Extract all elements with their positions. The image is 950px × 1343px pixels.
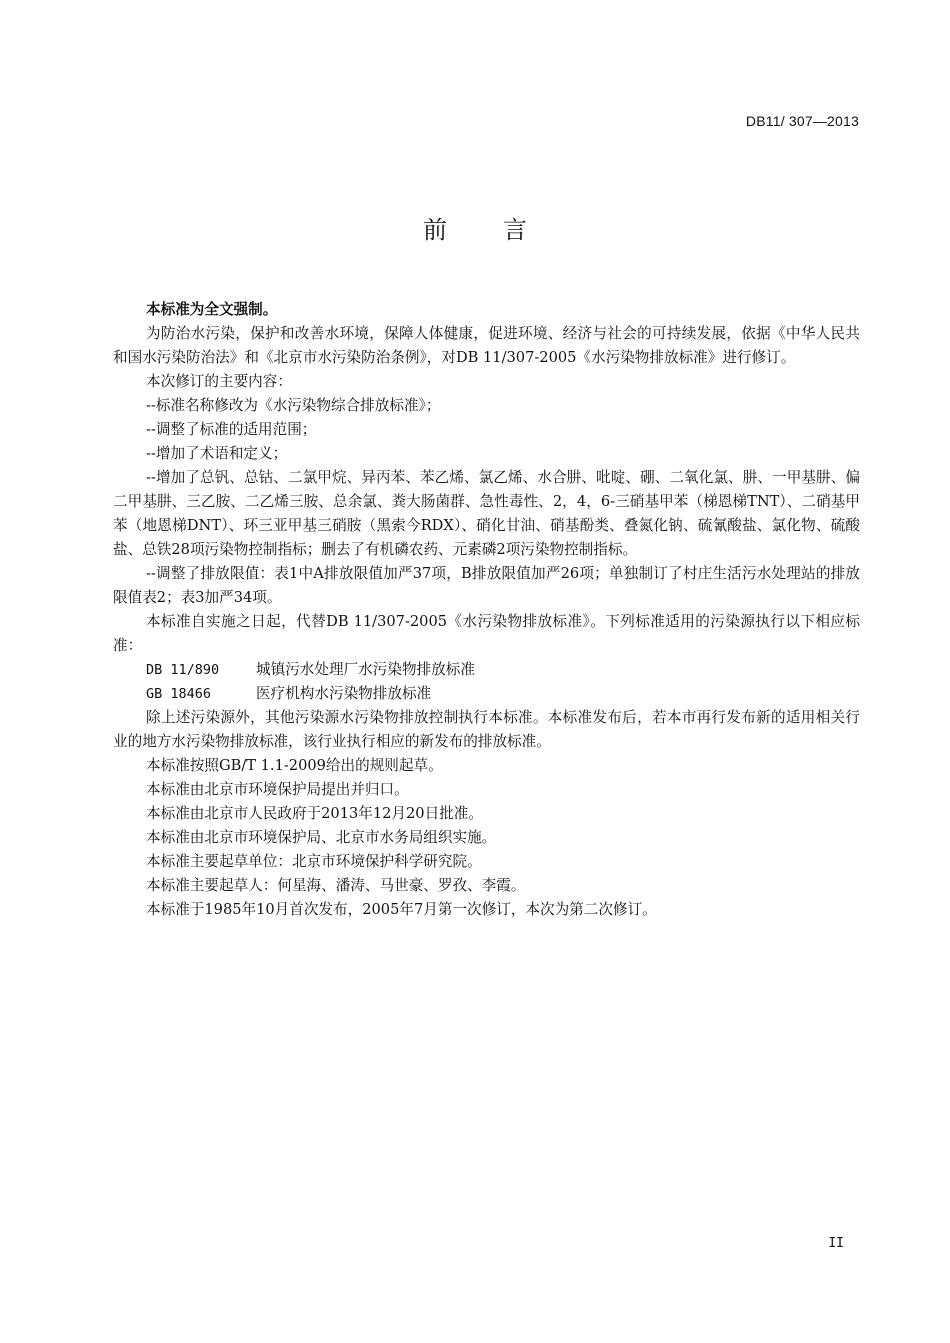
standard-row — [113, 658, 860, 682]
revision-item-terms: --增加了术语和定义； — [146, 445, 288, 462]
other-sources-paragraph: 除上述污染源外，其他污染源水污染物排放控制执行本标准。本标准发布后，若本市再行发布新的适用相关行业的地方水污染物排放标准，该行业执行相应的新发布的排放标准。 — [113, 709, 860, 750]
proposer: 本标准由北京市环境保护局提出并归口。 — [146, 781, 409, 798]
publication-history: 本标准于1985年10月首次发布，2005年7月第一次修订，本次为第二次修订。 — [146, 901, 657, 918]
foreword-body — [113, 298, 860, 922]
revision-item-scope: --调整了标准的适用范围； — [146, 421, 317, 438]
drafting-unit: 本标准主要起草单位：北京市环境保护科学研究院。 — [146, 853, 482, 870]
drafting-rules: 本标准按照GB/T 1.1-2009给出的规则起草。 — [146, 757, 443, 774]
purpose-paragraph: 为防治水污染，保护和改善水环境，保障人体健康，促进环境、经济与社会的可持续发展，依据《中华人民共和国水污染防治法》和《北京市水污染防治条例》，对DB 11/307-2005《水污染物排放标准》进行修订。 — [113, 325, 860, 366]
replacement-paragraph: 本标准自实施之日起，代替DB 11/307-2005《水污染物排放标准》。下列标准适用的污染源执行以下相应标准： — [113, 613, 860, 654]
revision-item-limits: --调整了排放限值：表1中A排放限值加严37项，B排放限值加严26项；单独制订了村庄生活污水处理站的排放限值表2；表3加严34项。 — [113, 565, 860, 606]
revision-intro: 本次修订的主要内容： — [146, 373, 292, 390]
approval: 本标准由北京市人民政府于2013年12月20日批准。 — [146, 805, 483, 822]
mandatory-statement: 本标准为全文强制。 — [146, 301, 278, 318]
standard-name: 医疗机构水污染物排放标准 — [256, 685, 432, 702]
standard-row — [113, 682, 860, 706]
implementation: 本标准由北京市环境保护局、北京市水务局组织实施。 — [146, 829, 497, 846]
standard-name: 城镇污水处理厂水污染物排放标准 — [256, 661, 475, 678]
revision-item-name: --标准名称修改为《水污染物综合排放标准》； — [146, 397, 441, 414]
drafters: 本标准主要起草人：何星海、潘涛、马世豪、罗孜、李霞。 — [146, 877, 526, 894]
page-title: 前言 — [423, 216, 583, 244]
page-number: II — [828, 1236, 844, 1251]
standard-code: GB 18466 — [146, 686, 212, 702]
standard-code: DB 11/890 — [146, 662, 220, 678]
document-code: DB11/ 307—2013 — [745, 113, 859, 129]
revision-item-pollutants: --增加了总钒、总钴、二氯甲烷、异丙苯、苯乙烯、氯乙烯、水合肼、吡啶、硼、二氧化氯、肼、一甲基肼、偏二甲基肼、三乙胺、二乙烯三胺、总余氯、粪大肠菌群、急性毒性、2，4，6-三硝基甲苯（梯恩梯TNT）、二硝基甲苯（地恩梯DNT）、环三亚甲基三硝胺（黑索今RDX）、硝化甘油、硝基酚类、叠氮化钠、硫氰酸盐、氯化物、硫酸盐、总铁28项污染物控制指标；删去了有机磷农药、元素磷2项污染物控制指标。 — [113, 469, 860, 558]
